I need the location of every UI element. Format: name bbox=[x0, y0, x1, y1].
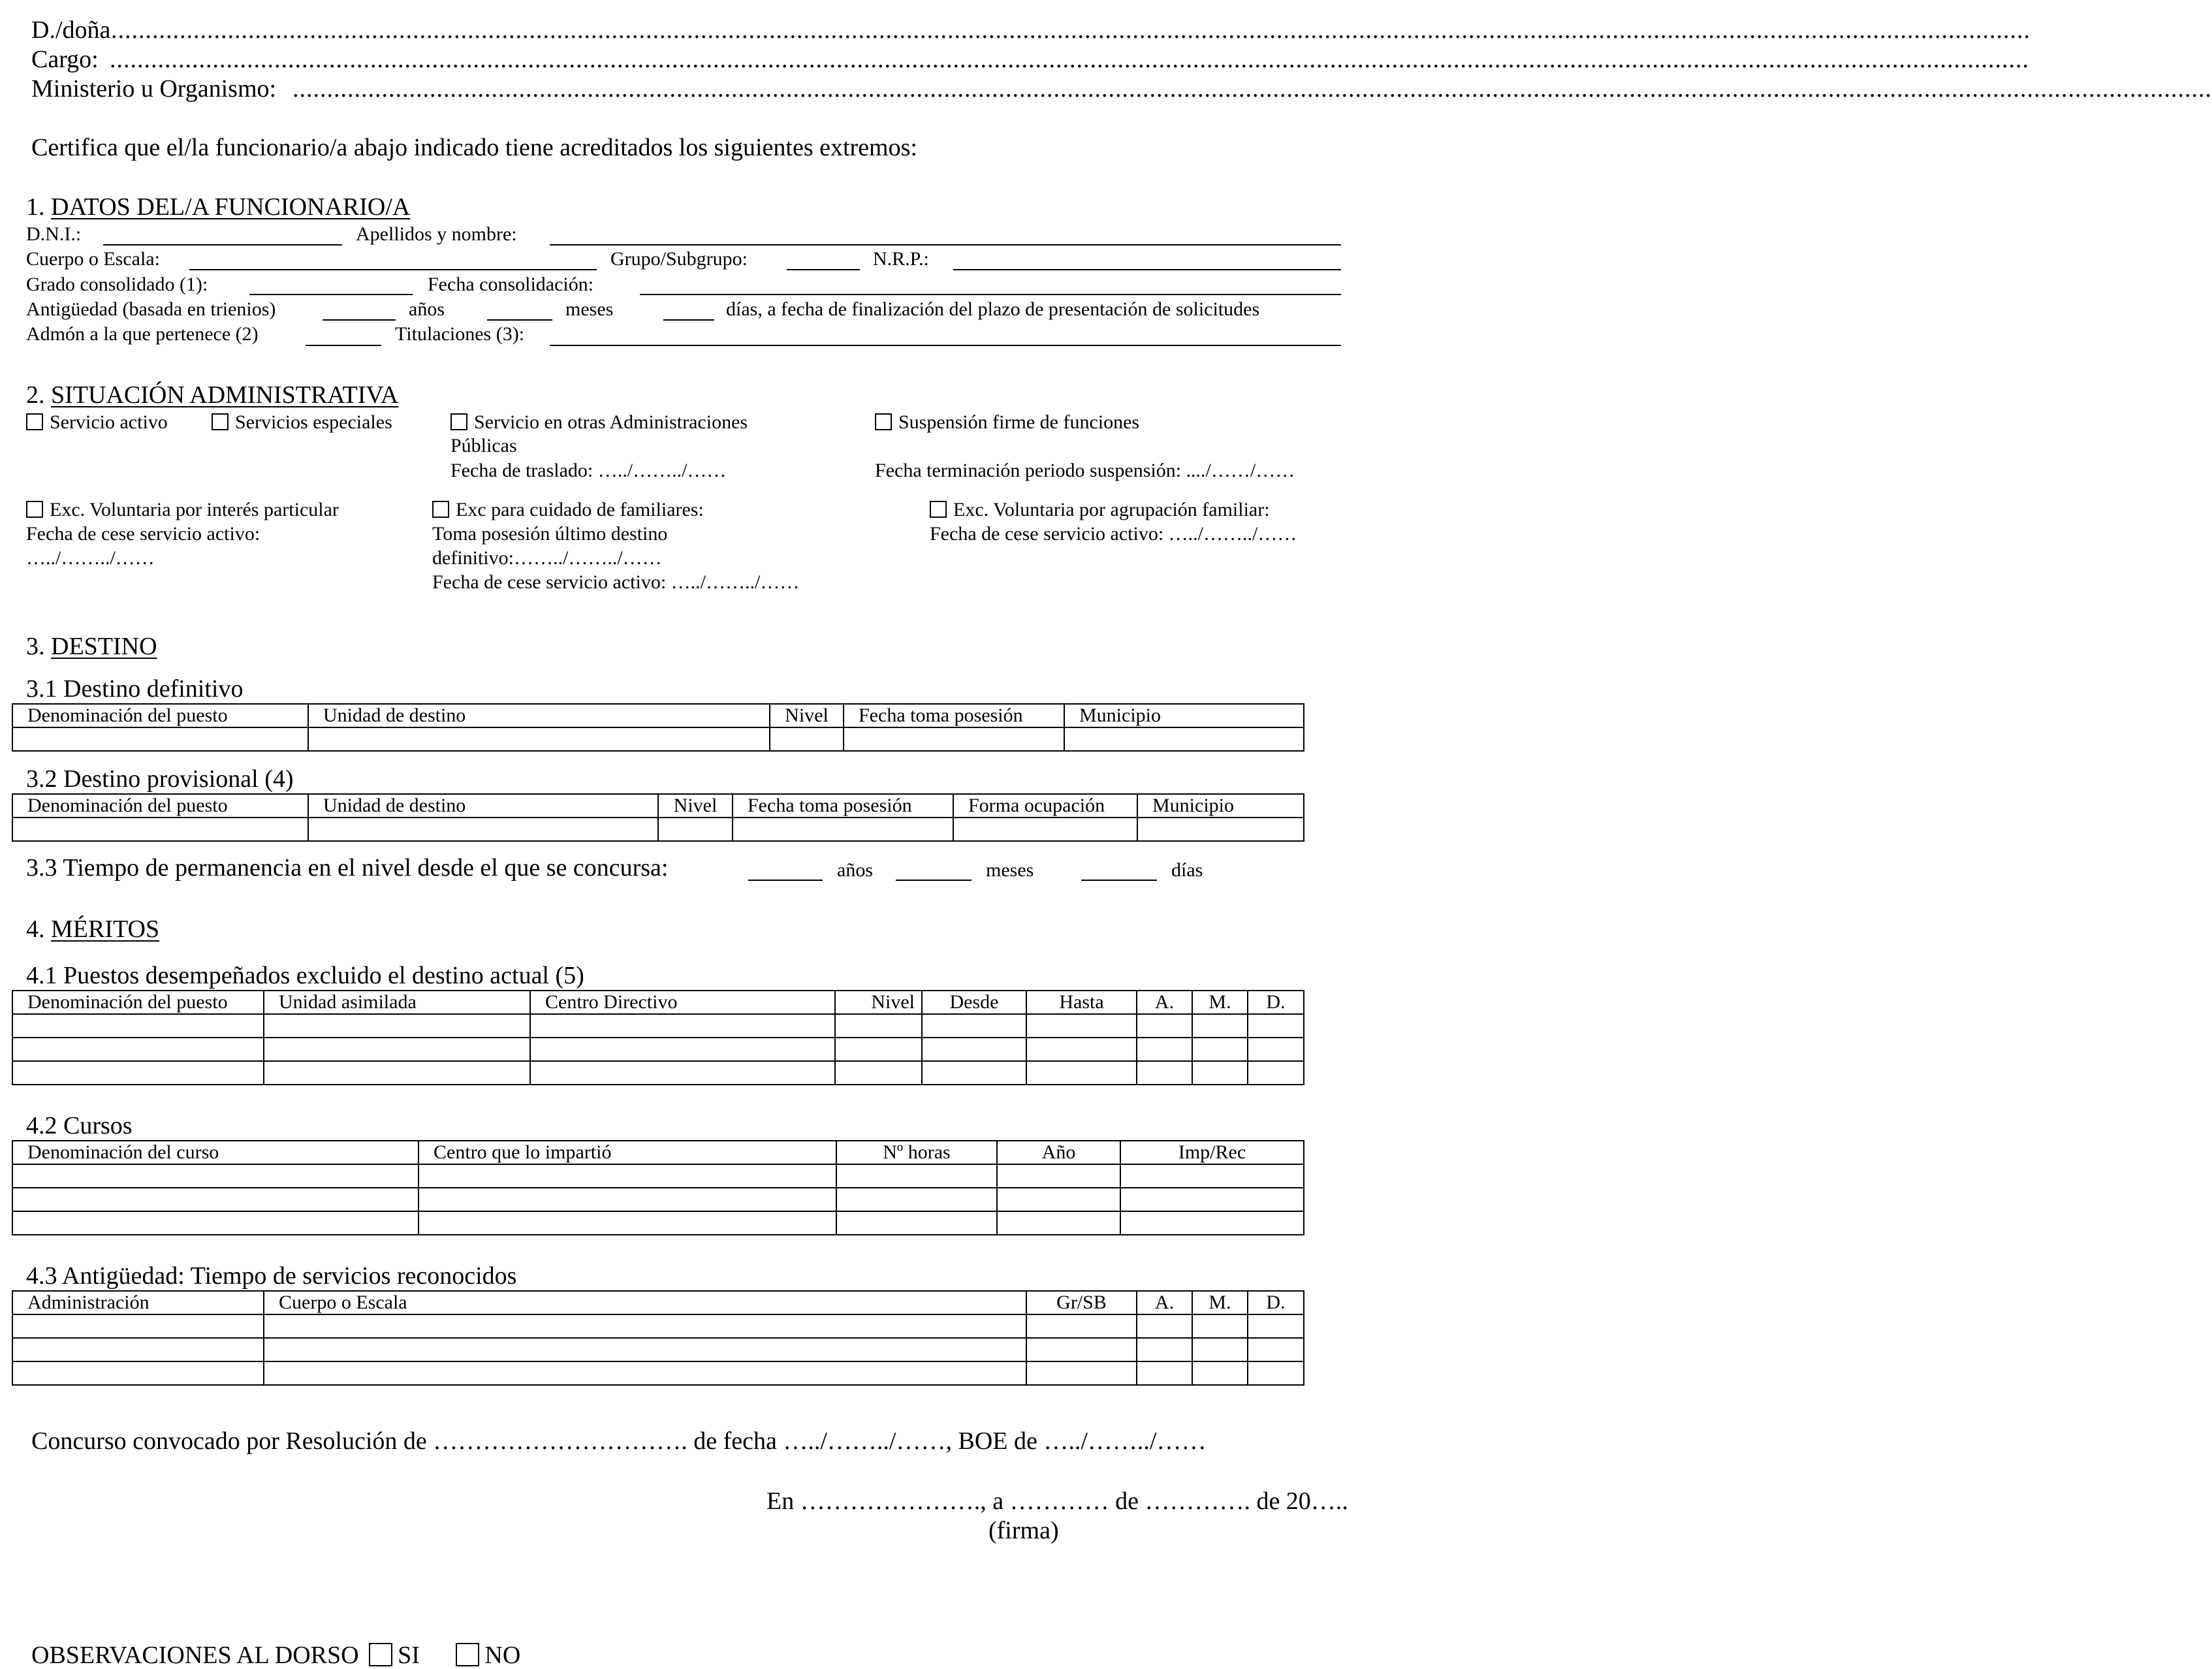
header-cell: M. bbox=[1192, 991, 1248, 1014]
header-cell: Nivel bbox=[835, 991, 922, 1014]
grado-label: Grado consolidado (1): bbox=[26, 274, 208, 295]
section1-title: DATOS DEL/A FUNCIONARIO/A bbox=[51, 193, 411, 221]
cargo-label: Cargo: bbox=[31, 46, 99, 73]
table-cell[interactable] bbox=[1026, 1338, 1137, 1361]
exc-interes-fecha-val: …../……../…… bbox=[26, 547, 155, 569]
header-cell: Año bbox=[997, 1141, 1120, 1164]
table-cell[interactable] bbox=[1026, 1014, 1137, 1038]
table-row[interactable] bbox=[12, 1061, 1304, 1085]
destino-definitivo-heading: 3.1 Destino definitivo bbox=[26, 675, 244, 703]
servicio-activo-option[interactable] bbox=[26, 413, 168, 432]
no-checkbox[interactable] bbox=[456, 1643, 479, 1666]
no-label: NO bbox=[484, 1642, 521, 1669]
header-cell: Imp/Rec bbox=[1120, 1141, 1304, 1164]
header-cell: M. bbox=[1192, 1291, 1248, 1314]
table-cell[interactable] bbox=[264, 1061, 530, 1085]
admon-label: Admón a la que pertenece (2) bbox=[26, 323, 259, 345]
table-cell[interactable] bbox=[1137, 1314, 1192, 1338]
cursos-heading: 4.2 Cursos bbox=[26, 1112, 133, 1139]
header-cell: Denominación del puesto bbox=[12, 991, 264, 1014]
table-cell[interactable] bbox=[1137, 1014, 1192, 1038]
exc-familiares-checkbox[interactable] bbox=[432, 501, 449, 518]
exc-agrupacion-option[interactable] bbox=[930, 500, 1270, 520]
exc-familiares-label: Exc para cuidado de familiares: bbox=[456, 499, 704, 520]
header-cell: Forma ocupación bbox=[953, 794, 1137, 818]
header-cell: A. bbox=[1137, 1291, 1192, 1314]
table-cell[interactable] bbox=[835, 1038, 922, 1061]
fecha-consolidacion-label: Fecha consolidación: bbox=[428, 274, 594, 295]
exc-agrupacion-label: Exc. Voluntaria por agrupación familiar: bbox=[953, 499, 1270, 520]
section3-title: DESTINO bbox=[51, 633, 157, 660]
table-cell[interactable] bbox=[1120, 1211, 1304, 1235]
si-label: SI bbox=[398, 1642, 420, 1669]
cuerpo-field[interactable] bbox=[189, 269, 597, 270]
table-cell[interactable] bbox=[264, 1338, 1026, 1361]
permanencia-meses-label: meses bbox=[986, 859, 1034, 881]
section3-number: 3. bbox=[26, 633, 45, 660]
otras-admin-option[interactable] bbox=[450, 413, 748, 432]
permanencia-anos-field[interactable] bbox=[748, 880, 823, 881]
antiguedad-dias-field[interactable] bbox=[663, 319, 714, 321]
header-cell: Fecha toma posesión bbox=[844, 704, 1064, 727]
antiguedad-heading: 4.3 Antigüedad: Tiempo de servicios reconocidos bbox=[26, 1262, 517, 1290]
intro-text: Certifica que el/la funcionario/a abajo indicado tiene acreditados los siguientes extremos: bbox=[31, 134, 917, 161]
table-cell[interactable] bbox=[264, 1314, 1026, 1338]
cursos-table bbox=[12, 1140, 1304, 1235]
table-cell[interactable] bbox=[997, 1211, 1120, 1235]
permanencia-meses-field[interactable] bbox=[896, 880, 972, 881]
table-cell[interactable] bbox=[1192, 1038, 1248, 1061]
exc-familiares-cese: Fecha de cese servicio activo: …../……../…… bbox=[432, 571, 800, 593]
exc-familiares-toma: Toma posesión último destino bbox=[432, 523, 668, 545]
otras-admin-label-2: Públicas bbox=[450, 435, 517, 456]
table-cell[interactable] bbox=[844, 727, 1064, 751]
fecha-suspension: Fecha terminación periodo suspensión: ..../……/…… bbox=[875, 460, 1295, 481]
header-cell: Unidad asimilada bbox=[264, 991, 530, 1014]
titulaciones-label: Titulaciones (3): bbox=[395, 323, 525, 345]
header-cell: Nivel bbox=[658, 794, 733, 818]
table-cell[interactable] bbox=[836, 1211, 997, 1235]
table-cell[interactable] bbox=[12, 1361, 264, 1385]
antiguedad-anos-label: años bbox=[409, 298, 445, 320]
table-cell[interactable] bbox=[1192, 1314, 1248, 1338]
don-label: D./doña bbox=[31, 16, 111, 44]
observaciones-label: OBSERVACIONES AL DORSO bbox=[31, 1642, 359, 1669]
header-cell: D. bbox=[1248, 1291, 1304, 1314]
exc-interes-label: Exc. Voluntaria por interés particular bbox=[50, 499, 339, 520]
fecha-consolidacion-field[interactable] bbox=[640, 294, 1341, 295]
antiguedad-table bbox=[12, 1290, 1304, 1386]
header-cell: Fecha toma posesión bbox=[733, 794, 953, 818]
permanencia-dias-label: días bbox=[1171, 859, 1203, 881]
header-cell: Denominación del puesto bbox=[12, 794, 308, 818]
table-header-row bbox=[12, 991, 1304, 1014]
table-cell[interactable] bbox=[264, 1014, 530, 1038]
table-row[interactable] bbox=[12, 1211, 1304, 1235]
table-cell[interactable] bbox=[530, 1014, 835, 1038]
header-cell: Nivel bbox=[770, 704, 844, 727]
table-cell[interactable] bbox=[1248, 1361, 1304, 1385]
table-header-row bbox=[12, 704, 1304, 727]
header-cell: A. bbox=[1137, 991, 1192, 1014]
table-cell[interactable] bbox=[1120, 1188, 1304, 1211]
servicio-activo-checkbox[interactable] bbox=[26, 413, 43, 430]
puestos-heading: 4.1 Puestos desempeñados excluido el destino actual (5) bbox=[26, 962, 584, 989]
header-cell: Unidad de destino bbox=[308, 794, 658, 818]
don-dots: ........................................................................................................................................................................................................................................................................................ bbox=[111, 16, 2030, 44]
grado-field[interactable] bbox=[249, 294, 413, 295]
table-cell[interactable] bbox=[836, 1164, 997, 1188]
grupo-field[interactable] bbox=[787, 269, 860, 270]
table-cell[interactable] bbox=[1120, 1164, 1304, 1188]
table-cell[interactable] bbox=[997, 1188, 1120, 1211]
table-cell[interactable] bbox=[1137, 1061, 1192, 1085]
table-cell[interactable] bbox=[1137, 818, 1304, 841]
table-cell[interactable] bbox=[1192, 1061, 1248, 1085]
table-cell[interactable] bbox=[1137, 1361, 1192, 1385]
dni-field[interactable] bbox=[103, 244, 342, 246]
servicios-especiales-checkbox[interactable] bbox=[212, 413, 229, 430]
observaciones-row bbox=[31, 1643, 520, 1668]
concurso-line: Concurso convocado por Resolución de …………………………. de fecha …../……../……, BOE de …../……../…… bbox=[31, 1427, 1207, 1455]
table-cell[interactable] bbox=[1026, 1361, 1137, 1385]
table-row[interactable] bbox=[12, 727, 1304, 751]
antiguedad-label: Antigüedad (basada en trienios) bbox=[26, 298, 276, 320]
section2-number: 2. bbox=[26, 381, 45, 409]
table-cell[interactable] bbox=[922, 1061, 1026, 1085]
destino-provisional-table bbox=[12, 793, 1304, 842]
header-cell: Centro Directivo bbox=[530, 991, 835, 1014]
table-cell[interactable] bbox=[953, 818, 1137, 841]
table-cell[interactable] bbox=[12, 1188, 419, 1211]
cuerpo-label: Cuerpo o Escala: bbox=[26, 248, 160, 270]
table-cell[interactable] bbox=[835, 1061, 922, 1085]
table-cell[interactable] bbox=[1192, 1014, 1248, 1038]
table-cell[interactable] bbox=[308, 818, 658, 841]
section4-number: 4. bbox=[26, 915, 45, 943]
permanencia-anos-label: años bbox=[837, 859, 873, 881]
table-cell[interactable] bbox=[12, 1338, 264, 1361]
table-cell[interactable] bbox=[836, 1188, 997, 1211]
table-row[interactable] bbox=[12, 1038, 1304, 1061]
table-cell[interactable] bbox=[530, 1061, 835, 1085]
table-cell[interactable] bbox=[835, 1014, 922, 1038]
apellidos-field[interactable] bbox=[550, 244, 1341, 246]
titulaciones-field[interactable] bbox=[550, 345, 1341, 346]
table-cell[interactable] bbox=[419, 1188, 836, 1211]
table-header-row bbox=[12, 1291, 1304, 1314]
antiguedad-meses-field[interactable] bbox=[487, 319, 552, 321]
servicios-especiales-label: Servicios especiales bbox=[235, 411, 392, 433]
table-cell[interactable] bbox=[1248, 1014, 1304, 1038]
table-cell[interactable] bbox=[1248, 1314, 1304, 1338]
header-cell: Nº horas bbox=[836, 1141, 997, 1164]
table-cell[interactable] bbox=[12, 1211, 419, 1235]
table-cell[interactable] bbox=[1064, 727, 1304, 751]
permanencia-label: 3.3 Tiempo de permanencia en el nivel desde el que se concursa: bbox=[26, 854, 669, 882]
table-cell[interactable] bbox=[1026, 1314, 1137, 1338]
header-cell: D. bbox=[1248, 991, 1304, 1014]
suspension-checkbox[interactable] bbox=[875, 413, 892, 430]
header-cell: Denominación del curso bbox=[12, 1141, 419, 1164]
servicios-especiales-option[interactable] bbox=[212, 413, 392, 432]
exc-interes-option[interactable] bbox=[26, 500, 339, 520]
grupo-label: Grupo/Subgrupo: bbox=[610, 248, 748, 270]
si-checkbox[interactable] bbox=[369, 1643, 392, 1666]
fecha-traslado: Fecha de traslado: …../……../…… bbox=[450, 460, 727, 481]
table-row[interactable] bbox=[12, 1014, 1304, 1038]
table-row[interactable] bbox=[12, 1338, 1304, 1361]
ministerio-dots: ........................................................................................................................................................................................................................................................................................ bbox=[292, 75, 2212, 103]
nrp-label: N.R.P.: bbox=[873, 248, 929, 270]
ministerio-label: Ministerio u Organismo: bbox=[31, 75, 277, 103]
table-cell[interactable] bbox=[1248, 1338, 1304, 1361]
table-cell[interactable] bbox=[419, 1164, 836, 1188]
header-cell: Desde bbox=[922, 991, 1026, 1014]
header-cell: Centro que lo impartió bbox=[419, 1141, 836, 1164]
antiguedad-dias-label: días, a fecha de finalización del plazo de presentación de solicitudes bbox=[726, 298, 1260, 320]
lugar-fecha-line: En …………………., a ………… de …………. de 20….. bbox=[766, 1487, 1348, 1515]
table-cell[interactable] bbox=[770, 727, 844, 751]
table-cell[interactable] bbox=[1192, 1361, 1248, 1385]
servicio-activo-label: Servicio activo bbox=[50, 411, 168, 433]
header-cell: Hasta bbox=[1026, 991, 1137, 1014]
table-cell[interactable] bbox=[12, 1014, 264, 1038]
cargo-dots: ........................................................................................................................................................................................................................................................................................ bbox=[110, 46, 2029, 73]
exc-agrupacion-checkbox[interactable] bbox=[930, 501, 947, 518]
table-cell[interactable] bbox=[264, 1361, 1026, 1385]
table-cell[interactable] bbox=[1248, 1038, 1304, 1061]
header-cell: Gr/SB bbox=[1026, 1291, 1137, 1314]
permanencia-dias-field[interactable] bbox=[1081, 880, 1157, 881]
table-cell[interactable] bbox=[12, 1164, 419, 1188]
puestos-table bbox=[12, 990, 1304, 1085]
section2-heading bbox=[26, 383, 398, 407]
section1-heading bbox=[26, 195, 410, 219]
section1-number: 1. bbox=[26, 193, 45, 221]
table-cell[interactable] bbox=[12, 818, 308, 841]
header-cell: Municipio bbox=[1137, 794, 1304, 818]
table-cell[interactable] bbox=[1248, 1061, 1304, 1085]
table-cell[interactable] bbox=[12, 1061, 264, 1085]
table-cell[interactable] bbox=[1026, 1061, 1137, 1085]
table-cell[interactable] bbox=[12, 1314, 264, 1338]
destino-definitivo-table bbox=[12, 703, 1304, 752]
antiguedad-meses-label: meses bbox=[565, 298, 614, 320]
table-cell[interactable] bbox=[530, 1038, 835, 1061]
table-cell[interactable] bbox=[733, 818, 953, 841]
section4-heading bbox=[26, 917, 159, 942]
section2-title: SITUACIÓN ADMINISTRATIVA bbox=[51, 381, 399, 409]
section4-title: MÉRITOS bbox=[51, 915, 160, 943]
section3-heading bbox=[26, 634, 157, 659]
table-header-row bbox=[12, 794, 1304, 818]
otras-admin-label: Servicio en otras Administraciones bbox=[474, 411, 748, 433]
antiguedad-anos-field[interactable] bbox=[323, 319, 396, 321]
table-cell[interactable] bbox=[1137, 1338, 1192, 1361]
nrp-field[interactable] bbox=[953, 269, 1341, 270]
header-cell: Municipio bbox=[1064, 704, 1304, 727]
exc-agrupacion-fecha: Fecha de cese servicio activo: …../……../…… bbox=[930, 523, 1297, 545]
dni-label: D.N.I.: bbox=[26, 223, 82, 245]
destino-provisional-heading: 3.2 Destino provisional (4) bbox=[26, 765, 294, 793]
table-cell[interactable] bbox=[1137, 1038, 1192, 1061]
table-cell[interactable] bbox=[264, 1038, 530, 1061]
table-header-row bbox=[12, 1141, 1304, 1164]
table-row[interactable] bbox=[12, 818, 1304, 841]
table-cell[interactable] bbox=[308, 727, 770, 751]
table-cell[interactable] bbox=[12, 1038, 264, 1061]
table-cell[interactable] bbox=[997, 1164, 1120, 1188]
suspension-option[interactable] bbox=[875, 413, 1139, 432]
exc-interes-checkbox[interactable] bbox=[26, 501, 43, 518]
table-cell[interactable] bbox=[922, 1038, 1026, 1061]
table-cell[interactable] bbox=[658, 818, 733, 841]
admon-field[interactable] bbox=[306, 345, 381, 346]
header-cell: Cuerpo o Escala bbox=[264, 1291, 1026, 1314]
table-row[interactable] bbox=[12, 1314, 1304, 1338]
header-cell: Denominación del puesto bbox=[12, 704, 308, 727]
table-cell[interactable] bbox=[12, 727, 308, 751]
table-row[interactable] bbox=[12, 1361, 1304, 1385]
table-cell[interactable] bbox=[922, 1014, 1026, 1038]
header-cell: Unidad de destino bbox=[308, 704, 770, 727]
exc-familiares-option[interactable] bbox=[432, 500, 704, 520]
table-cell[interactable] bbox=[1192, 1338, 1248, 1361]
otras-admin-checkbox[interactable] bbox=[450, 413, 467, 430]
exc-interes-fecha: Fecha de cese servicio activo: bbox=[26, 523, 261, 545]
table-cell[interactable] bbox=[419, 1211, 836, 1235]
table-row[interactable] bbox=[12, 1164, 1304, 1188]
table-row[interactable] bbox=[12, 1188, 1304, 1211]
apellidos-label: Apellidos y nombre: bbox=[356, 223, 517, 245]
exc-familiares-def: definitivo:……../……../…… bbox=[432, 547, 662, 569]
header-cell: Administración bbox=[12, 1291, 264, 1314]
firma-label: (firma) bbox=[988, 1517, 1059, 1544]
suspension-label: Suspensión firme de funciones bbox=[898, 411, 1140, 433]
table-cell[interactable] bbox=[1026, 1038, 1137, 1061]
